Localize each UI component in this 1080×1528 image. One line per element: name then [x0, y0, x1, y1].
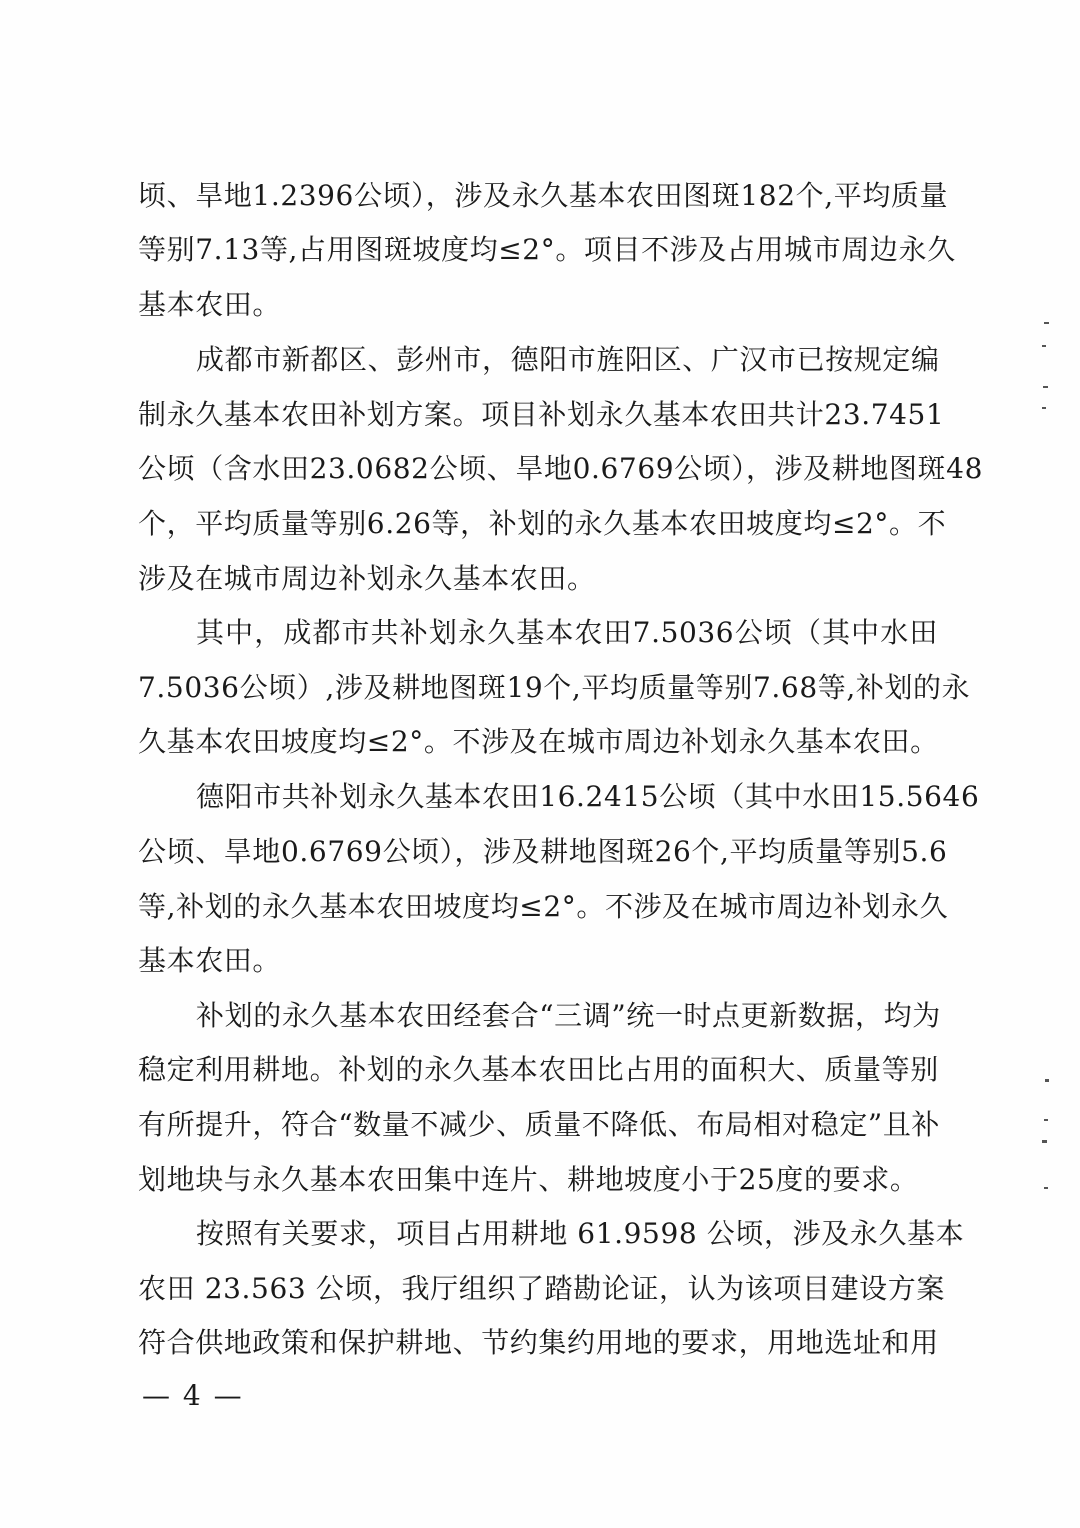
paragraph-first-line: 补划的永久基本农田经套合“三调”统一时点更新数据，均为 — [196, 999, 941, 1032]
scan-speck — [1042, 407, 1046, 409]
text-line: 7.5036公顷）,涉及耕地图斑19个,平均质量等别7.68等,补划的永 — [138, 671, 971, 704]
text-line: 等别7.13等,占用图斑坡度均≤2°。项目不涉及占用城市周边永久 — [138, 233, 956, 266]
text-line: 个，平均质量等别6.26等，补划的永久基本农田坡度均≤2°。不 — [138, 507, 947, 540]
text-line: 基本农田。 — [138, 944, 282, 977]
paragraph-first-line: 按照有关要求，项目占用耕地 61.9598 公顷，涉及永久基本 — [196, 1217, 965, 1250]
scan-speck — [1042, 345, 1046, 347]
paragraph-first-line: 成都市新都区、彭州市，德阳市旌阳区、广汉市已按规定编 — [196, 343, 940, 376]
text-line: 制永久基本农田补划方案。项目补划永久基本农田共计23.7451 — [138, 398, 945, 431]
text-line: 有所提升，符合“数量不减少、质量不降低、布局相对稳定”且补 — [138, 1108, 941, 1141]
paragraph-first-line: 德阳市共补划永久基本农田16.2415公顷（其中水田15.5646 — [196, 780, 980, 813]
text-line: 划地块与永久基本农田集中连片、耕地坡度小于25度的要求。 — [138, 1163, 919, 1196]
text-line: 农田 23.563 公顷，我厅组织了踏勘论证，认为该项目建设方案 — [138, 1272, 945, 1305]
text-line: 涉及在城市周边补划永久基本农田。 — [138, 562, 596, 595]
text-line: 等,补划的永久基本农田坡度均≤2°。不涉及在城市周边补划永久 — [138, 890, 949, 923]
text-line: 公顷、旱地0.6769公顷），涉及耕地图斑26个,平均质量等别5.6 — [138, 835, 948, 868]
text-line: 久基本农田坡度均≤2°。不涉及在城市周边补划永久基本农田。 — [138, 725, 939, 758]
paragraph-first-line: 其中，成都市共补划永久基本农田7.5036公顷（其中水田 — [196, 616, 938, 649]
scan-speck — [1043, 386, 1048, 388]
text-line: 稳定利用耕地。补划的永久基本农田比占用的面积大、质量等别 — [138, 1053, 939, 1086]
text-line: 公顷（含水田23.0682公顷、旱地0.6769公顷），涉及耕地图斑48 — [138, 452, 983, 485]
scan-speck — [1045, 1079, 1049, 1082]
scan-speck — [1044, 322, 1049, 324]
text-line: 基本农田。 — [138, 288, 282, 321]
text-line: 符合供地政策和保护耕地、节约集约用地的要求，用地选址和用 — [138, 1326, 939, 1359]
scan-speck — [1044, 1187, 1048, 1189]
scan-speck — [1042, 1140, 1047, 1143]
page-number: — 4 — — [142, 1379, 244, 1412]
text-line: 顷、旱地1.2396公顷），涉及永久基本农田图斑182个,平均质量 — [138, 179, 949, 212]
scan-speck — [1044, 1119, 1048, 1121]
